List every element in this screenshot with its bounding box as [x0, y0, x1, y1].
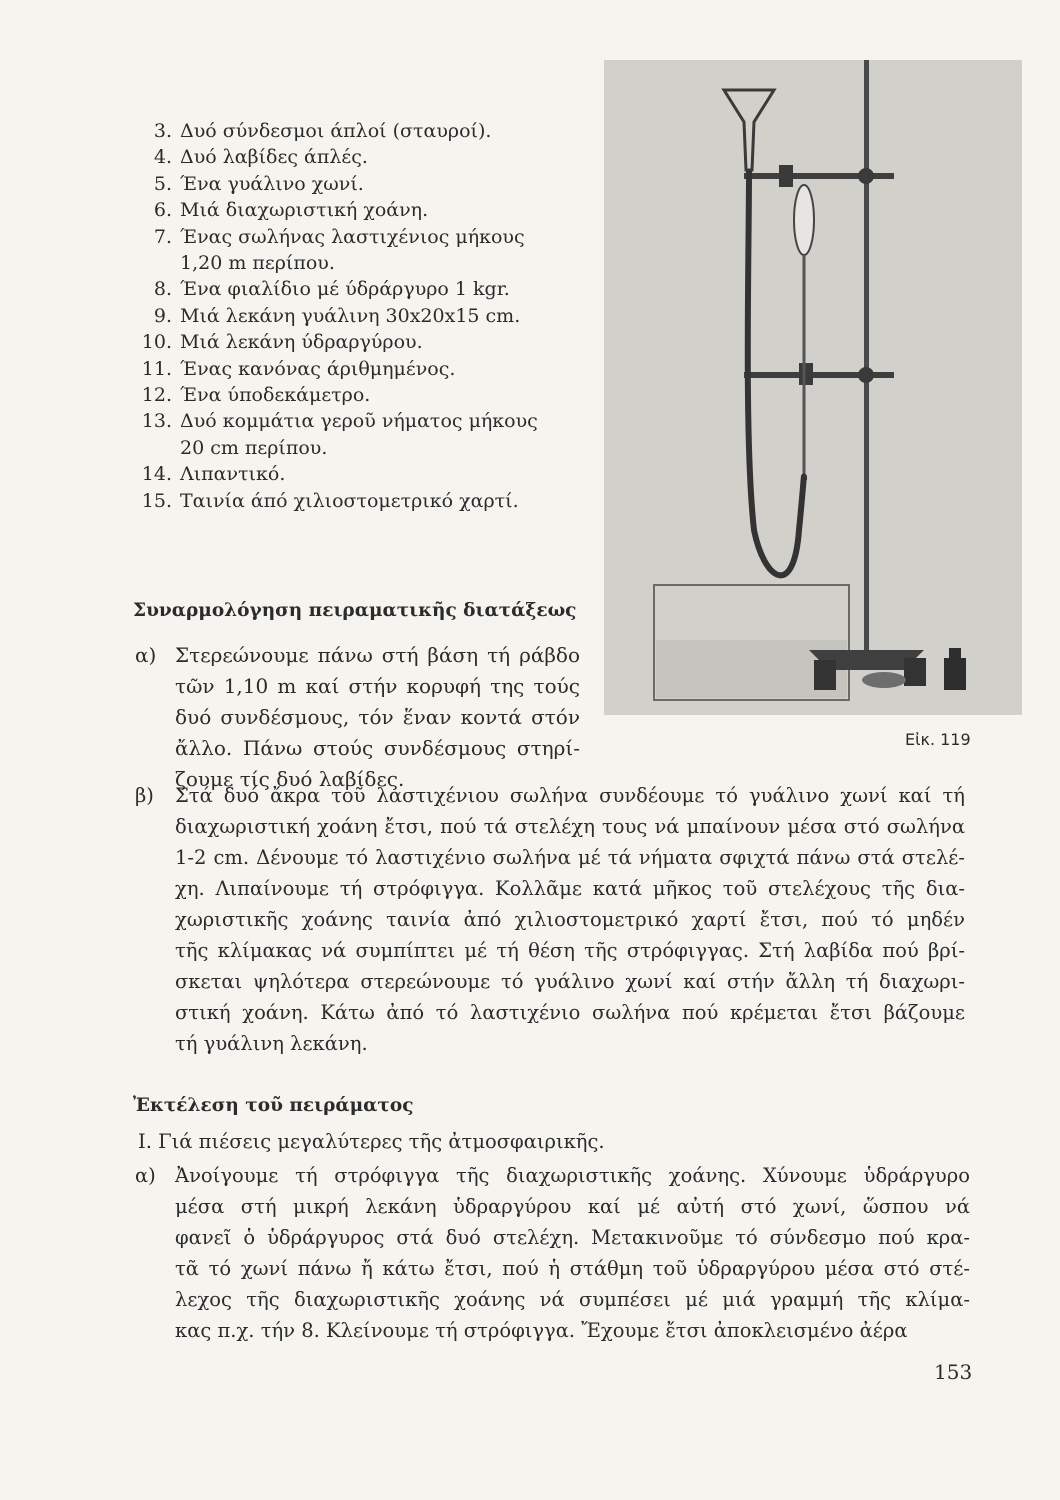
material-text-continued: 20 cm περίπου. [180, 436, 328, 459]
material-item [132, 356, 602, 382]
page-number: 153 [934, 1360, 973, 1384]
material-item [132, 461, 602, 487]
material-number: 7. [153, 225, 172, 248]
material-text: Ένας σωλήνας λαστιχένιος μήκους [180, 225, 525, 248]
paragraph-lines [175, 1160, 970, 1346]
material-text: Δυό κομμάτια γεροῦ νήματος μήκους [180, 410, 538, 433]
material-item [132, 303, 602, 329]
material-number: 5. [153, 172, 172, 195]
material-text: Ένας κανόνας άριθμημένος. [180, 357, 456, 380]
figure-caption: Εἰκ. 119 [905, 730, 971, 749]
material-item [132, 488, 602, 514]
text-line: τή γυάλινη λεκάνη. [175, 1032, 368, 1055]
material-item [132, 197, 602, 223]
apparatus-photo [604, 60, 1022, 715]
paragraph-label: β) [135, 784, 154, 807]
text-line: τῶν 1,10 m καί στήν κορυφή της τούς [175, 674, 580, 698]
material-text: Μιά διαχωριστική χοάνη. [180, 199, 429, 222]
material-item [132, 329, 602, 355]
material-number: 4. [153, 146, 172, 169]
paragraph-lines [175, 640, 580, 795]
text-line: Στά δυό ἄκρα τοῦ λαστιχένιου σωλήνα συνδέουμε τό γυάλινο χωνί καί τή [175, 784, 965, 807]
paragraph-lines [175, 780, 965, 1059]
material-text: Ένα φιαλίδιο μέ ύδράργυρο 1 kgr. [180, 278, 510, 301]
paragraph-b-assembly [135, 780, 965, 1059]
apparatus-illustration [604, 60, 1022, 715]
text-line: τῆς κλίμακας νά συμπίπτει μέ τή θέση τῆς στρόφιγγας. Στή λαβίδα πού βρί- [175, 939, 965, 962]
material-text: Δυό λαβίδες άπλές. [180, 146, 368, 169]
material-item [132, 382, 602, 408]
materials-list [132, 118, 602, 514]
paragraph-label: α) [135, 643, 157, 667]
material-number: 9. [153, 304, 172, 327]
text-line: ἄλλο. Πάνω στούς συνδέσμους στηρί- [175, 736, 580, 760]
material-number: 10. [141, 331, 172, 354]
material-number: 6. [153, 199, 172, 222]
material-text: Μιά λεκάνη ύδραργύρου. [180, 331, 423, 354]
text-line: στική χοάνη. Κάτω ἀπό τό λαστιχένιο σωλήνα πού κρέμεται ἔτσι βάζουμε [175, 1001, 965, 1024]
text-line: 1-2 cm. Δένουμε τό λαστιχένιο σωλήνα μέ τά νήματα σφιχτά πάνω στά στελέ- [175, 846, 965, 869]
section-title-execution: Ἐκτέλεση τοῦ πειράματος [133, 1095, 414, 1116]
material-text-continued: 1,20 m περίπου. [180, 252, 335, 275]
text-line: Ἀνοίγουμε τή στρόφιγγα τῆς διαχωριστικῆς χοάνης. Χύνουμε ὑδράργυρο [175, 1164, 970, 1187]
material-item [132, 171, 602, 197]
text-line: λεχος τῆς διαχωριστικῆς χοάνης νά συμπέσει μέ μιά γραμμή τῆς κλίμα- [175, 1288, 970, 1311]
material-number: 11. [141, 357, 172, 380]
text-line: τᾶ τό χωνί πάνω ἤ κάτω ἔτσι, πού ἡ στάθμη τοῦ ὑδραργύρου μέσα στό στέ- [175, 1257, 970, 1280]
material-number: 3. [153, 120, 172, 142]
paragraph-a-assembly [135, 640, 580, 795]
text-line: ζουμε τίς δυό λαβίδες. [175, 767, 405, 791]
material-item [132, 224, 602, 250]
text-line: διαχωριστική χοάνη ἔτσι, πού τά στελέχη τους νά μπαίνουν μέσα στό σωλήνα [175, 815, 965, 838]
material-text: Λιπαντικό. [180, 463, 286, 486]
material-text: Μιά λεκάνη γυάλινη 30x20x15 cm. [180, 304, 521, 327]
material-item [132, 276, 602, 302]
text-line: φανεῖ ὁ ὑδράργυρος στά δυό στελέχη. Μετακινοῦμε τό σύνδεσμο πού κρα- [175, 1226, 970, 1249]
material-number: 13. [141, 410, 172, 433]
material-text: Δυό σύνδεσμοι άπλοί (σταυροί). [180, 120, 492, 142]
material-item [132, 118, 602, 144]
material-number: 8. [153, 278, 172, 301]
text-line: δυό συνδέσμους, τόν ἕναν κοντά στόν [175, 705, 580, 729]
paragraph-label: α) [135, 1164, 156, 1187]
material-text: Ταινία άπό χιλιοστομετρικό χαρτί. [180, 489, 519, 512]
section-title-assembly: Συναρμολόγηση πειραματικῆς διατάξεως [133, 600, 577, 621]
material-number: 12. [141, 384, 172, 407]
material-text: Ένα ύποδεκάμετρο. [180, 384, 371, 407]
material-text: Ένα γυάλινο χωνί. [180, 172, 364, 195]
text-line: μέσα στή μικρή λεκάνη ὑδραργύρου καί μέ αὐτή στό χωνί, ὥσπου νά [175, 1195, 970, 1218]
text-line: σκεται ψηλότερα στερεώνουμε τό γυάλινο χωνί καί στήν ἄλλη τή διαχωρι- [175, 970, 965, 993]
subsection-title: I. Γιά πιέσεις μεγαλύτερες τῆς ἀτμοσφαιρικῆς. [138, 1130, 605, 1153]
material-number: 14. [141, 463, 172, 486]
text-line: Στερεώνουμε πάνω στή βάση τή ράβδο [175, 643, 580, 667]
material-item [132, 408, 602, 434]
paragraph-a-execution [135, 1160, 970, 1346]
text-line: χωριστικῆς χοάνης ταινία ἀπό χιλιοστομετρικό χαρτί ἔτσι, πού τό μηδέν [175, 908, 965, 931]
text-line: χη. Λιπαίνουμε τή στρόφιγγα. Κολλᾶμε κατά μῆκος τοῦ στελέχους τῆς δια- [175, 877, 965, 900]
text-line: κας π.χ. τήν 8. Κλείνουμε τή στρόφιγγα. Ἔχουμε ἔτσι ἀποκλεισμένο ἀέρα [175, 1319, 908, 1342]
material-item [132, 144, 602, 170]
material-number: 15. [141, 489, 172, 512]
